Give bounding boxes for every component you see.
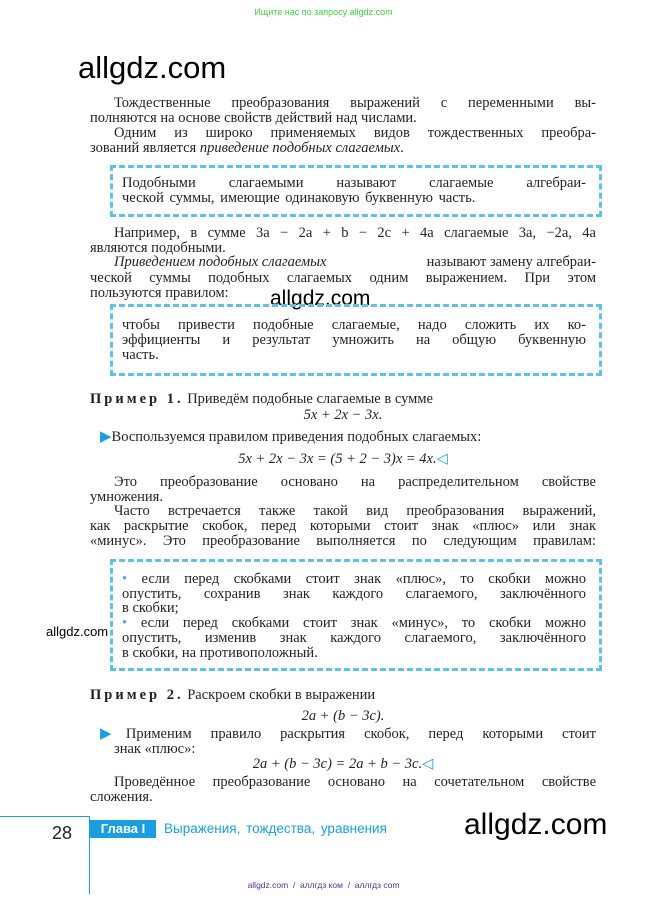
rule-line: опустить, сохранив знак каждого слагаемого, заключённого: [122, 586, 586, 602]
solution-line: [100, 727, 596, 742]
text-line: как раскрытие скобок, перед которыми стоит знак «плюс» или знак: [90, 518, 596, 534]
text-line: знак «плюс»:: [114, 741, 196, 757]
expression: [90, 408, 596, 423]
text-line: «минус». Это преобразование выполняется по следующим правилам:: [90, 533, 596, 549]
chapter-title: Выражения, тождества, уравнения: [164, 821, 387, 836]
text-line: являются подобными.: [90, 240, 226, 256]
top-banner[interactable]: Ищите нас по запросу allgdz.com: [254, 7, 393, 17]
text-line: [90, 141, 596, 156]
rule-item: [122, 572, 586, 587]
chapter-badge: Глава I: [90, 820, 156, 838]
bullet-icon: •: [122, 615, 141, 631]
formula-text: 5x + 2x − 3x = (5 + 2 − 3)x = 4x.: [238, 451, 437, 467]
text: зований является: [90, 140, 200, 156]
watermark-top: allgdz.com: [78, 50, 227, 85]
text: .: [400, 140, 404, 156]
rule-line: часть.: [122, 347, 159, 363]
definition-line: ческой суммы, имеющие одинаковую буквенную часть.: [122, 190, 476, 206]
text: если перед скобками стоит знак «минус», то скобки можно: [140, 615, 586, 631]
solution-end-icon: ◁: [422, 756, 434, 772]
example-label: Пример 2.: [90, 687, 184, 703]
text-line: полняются на основе свойств действий над числами.: [90, 110, 417, 126]
text: Воспользуемся правилом приведения подобных слагаемых:: [111, 429, 482, 445]
text: если перед скобками стоит знак «плюс», то скобки можно: [141, 571, 586, 587]
term-italic: приведение подобных слагаемых: [199, 140, 401, 156]
watermark-left: allgdz.com: [46, 624, 109, 639]
text-line: ческой суммы подобных слагаемых одним выражением. При этом: [90, 270, 596, 286]
expression-text: 5x + 2x − 3x.: [303, 407, 383, 423]
rule-line: в скобки;: [122, 600, 179, 616]
text: Приведём подобные слагаемые в сумме: [183, 391, 433, 407]
solution-start-icon: ▶: [100, 726, 126, 742]
bullet-icon: •: [122, 571, 142, 587]
watermark-middle: allgdz.com: [270, 287, 371, 310]
text: Применим правило раскрытия скобок, перед которыми стоит: [125, 726, 596, 742]
solution-line: [100, 430, 606, 445]
solution-end-icon: ◁: [436, 451, 448, 467]
rule-item: [122, 616, 586, 631]
definition-line: Подобными слагаемыми называют слагаемые алгебраи-: [122, 175, 586, 191]
solution-start-icon: ▶: [100, 429, 112, 445]
example-2-heading: [90, 688, 596, 703]
example-1-heading: [90, 392, 596, 407]
text-line: Часто встречается также такой вид преобразования выражений,: [114, 503, 596, 519]
text-line: Например, в сумме 3a − 2a + b − 2c + 4a слагаемые 3a, −2a, 4a: [114, 225, 596, 241]
text-line: сложения.: [90, 789, 153, 805]
example-label: Пример 1.: [90, 391, 184, 407]
watermark-footer: allgdz.com: [464, 808, 608, 841]
formula-text: 2a + (b − 3c) = 2a + b − 3c.: [252, 756, 423, 772]
page-number: 28: [52, 823, 73, 843]
text: Раскроем скобки в выражении: [183, 687, 376, 703]
bottom-banner[interactable]: allgdz.com / аллгдз ком / аллгдз com: [247, 880, 400, 890]
text-line: Это преобразование основано на распределительном свойстве: [114, 474, 596, 490]
expression: [90, 709, 596, 724]
formula: [90, 757, 596, 772]
footer-rule: [0, 816, 89, 817]
formula: [90, 452, 596, 467]
text: называют замену алгебраи-: [422, 254, 596, 270]
rule-line: эффициенты и результат умножить на общую буквенную: [122, 332, 586, 348]
expression-text: 2a + (b − 3c).: [301, 708, 385, 724]
text-line: пользуются правилом:: [90, 285, 229, 301]
text-line: умножения.: [90, 489, 163, 505]
text-line: Тождественные преобразования выражений с переменными вы-: [114, 95, 596, 111]
rule-line: в скобки, на противоположный.: [122, 645, 318, 661]
text-line: Одним из широко применяемых видов тождественных преобра-: [114, 125, 596, 141]
rule-line: чтобы привести подобные слагаемые, надо сложить их ко-: [122, 317, 586, 333]
rule-line: опустить, изменив знак каждого слагаемого, заключённого: [122, 630, 586, 646]
term-italic: Приведением подобных слагаемых: [114, 254, 327, 270]
text-line: Проведённое преобразование основано на сочетательном свойстве: [114, 774, 596, 790]
